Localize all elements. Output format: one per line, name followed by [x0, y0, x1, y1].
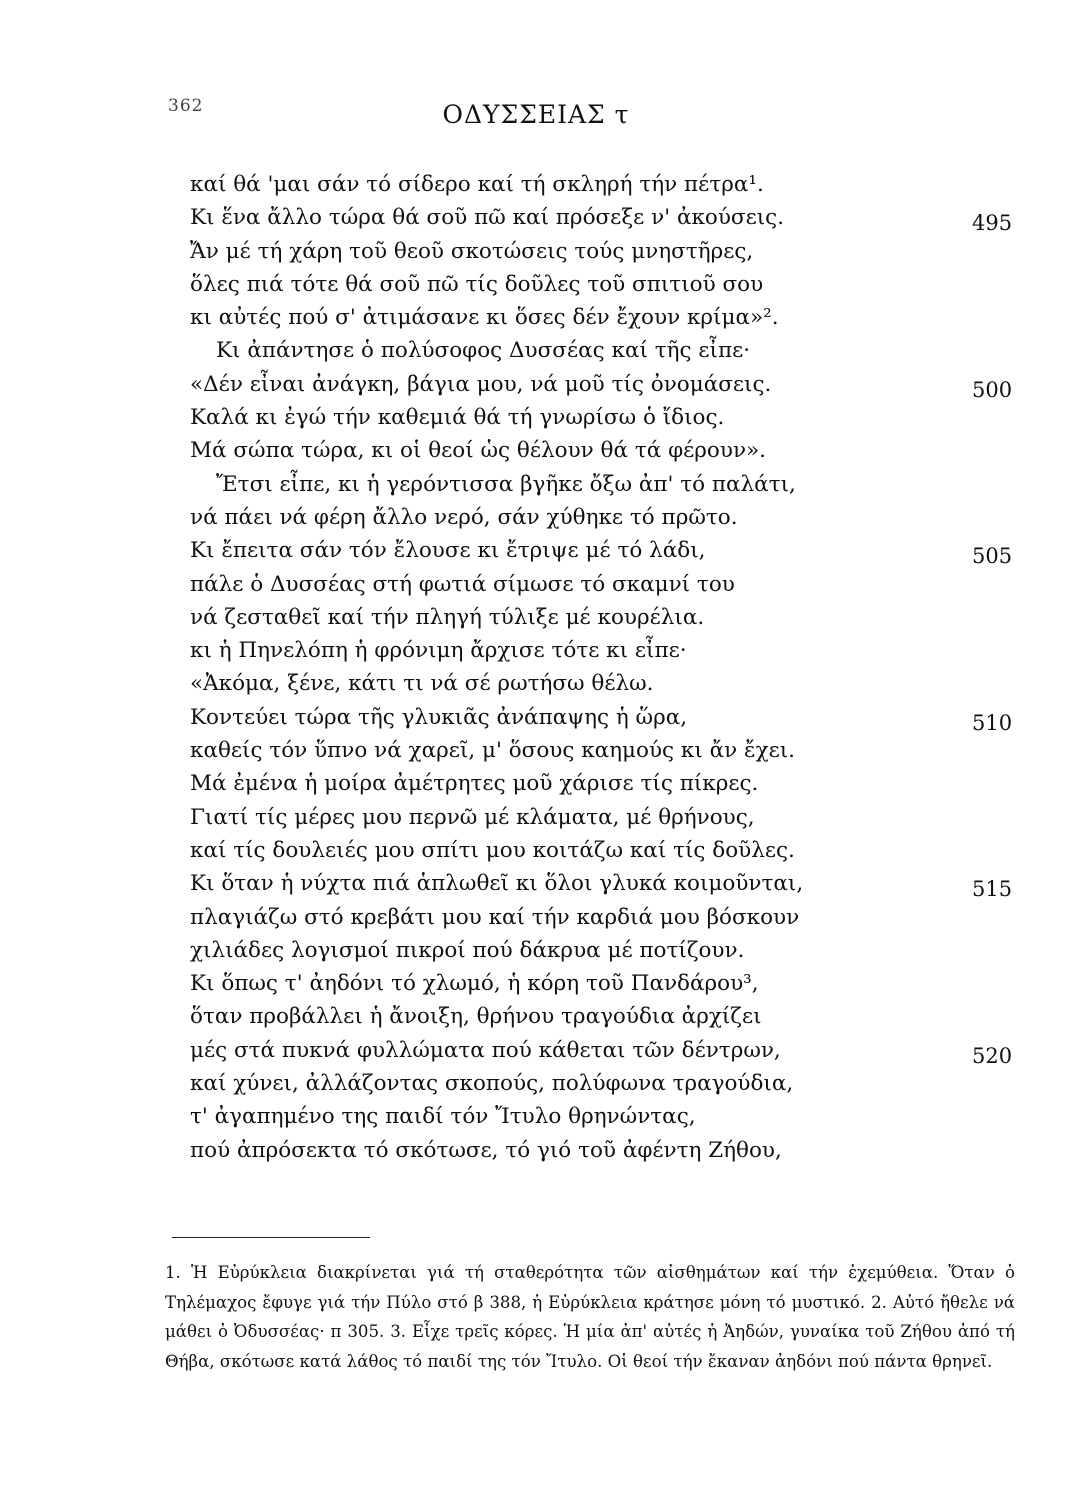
verse-line — [190, 334, 920, 367]
verse-line — [190, 1034, 1013, 1068]
verse-line — [190, 701, 1013, 735]
verse-text: πάλε ὁ Δυσσέας στή φωτιά σίμωσε τό σκαμνί του — [190, 571, 735, 597]
verse-text: καθείς τόν ὕπνο νά χαρεῖ, μ' ὅσους καημούς κι ἄν ἔχει. — [190, 738, 796, 764]
verse-line — [190, 201, 1013, 236]
verse-line — [190, 1067, 920, 1100]
verse-line — [190, 401, 920, 434]
verse-line — [190, 468, 920, 501]
verse-text: πλαγιάζω στό κρεβάτι μου καί τήν καρδιά μου βόσκουν — [190, 904, 800, 930]
page-number: 362 — [168, 96, 204, 116]
line-number: 510 — [972, 710, 1013, 735]
verse-line — [190, 501, 920, 534]
verse-text: καί χύνει, ἀλλάζοντας σκοπούς, πολύφωνα τραγούδια, — [190, 1071, 794, 1097]
verse-text: κι αὐτές πού σ' ἀτιμάσανε κι ὅσες δέν ἔχουν κρίμα»². — [190, 305, 779, 331]
verse-text: Κι ἀπάντησε ὁ πολύσοφος Δυσσέας καί τῆς εἶπε· — [216, 338, 751, 364]
verse-line — [190, 834, 920, 867]
verse-line — [190, 301, 920, 334]
verse-text: Κι ὅπως τ' ἀηδόνι τό χλωμό, ἡ κόρη τοῦ Πανδάρου³, — [190, 971, 759, 997]
verse-line — [190, 1000, 920, 1033]
verse-text: μές στά πυκνά φυλλώματα πού κάθεται τῶν δέντρων, — [190, 1037, 781, 1063]
verse-line — [190, 734, 920, 767]
verse-text: χιλιάδες λογισμοί πικροί πού δάκρυα μέ ποτίζουν. — [190, 937, 745, 963]
footnote-rule — [172, 1237, 370, 1238]
verse-line — [190, 1100, 920, 1133]
line-number: 505 — [972, 544, 1013, 569]
verse-text: τ' ἀγαπημένο της παιδί τόν Ἴτυλο θρηνώντας, — [190, 1104, 696, 1130]
verse-text: Καλά κι ἐγώ τήν καθεμιά θά τή γνωρίσω ὁ ἴδιος. — [190, 405, 725, 431]
verse-line — [190, 568, 920, 601]
verse-text: πού ἀπρόσεκτα τό σκότωσε, τό γιό τοῦ ἀφέντη Ζήθου, — [190, 1137, 782, 1163]
verse-text: Κι ἔπειτα σάν τόν ἔλουσε κι ἔτριψε μέ τό λάδι, — [190, 538, 706, 564]
line-number: 520 — [972, 1043, 1013, 1068]
verse-line — [190, 168, 920, 201]
verse-text: Μά σώπα τώρα, κι οἱ θεοί ὡς θέλουν θά τά φέρουν». — [190, 438, 766, 464]
running-title: ΟΔΥΣΣΕΙΑΣ τ — [442, 100, 630, 129]
line-number: 515 — [972, 877, 1013, 902]
verse-line — [190, 1134, 920, 1167]
footnotes-text: 1. Ἡ Εὐρύκλεια διακρίνεται γιά τή σταθερότητα τῶν αἰσθημάτων καί τήν ἐχεμύθεια. Ὅταν ὁ Τηλέμαχος ἔφυγε γιά τήν Πύλο στό β 388, ἡ Εὐρύκλεια κράτησε μόνη τό μυστικό. 2. Αὐτό ἤθελε νά μάθει ὁ Ὀδυσσέας· π 305. 3. Εἶχε τρεῖς κόρες. Ἡ μία ἀπ' αὐτές ἡ Ἀηδών, γυναίκα τοῦ Ζήθου ἀπό τή Θήβα, σκότωσε κατά λάθος τό παιδί της τόν Ἴτυλο. Οἱ θεοί τήν ἔκαναν ἀηδόνι πού πάντα θρηνεῖ. — [165, 1263, 1015, 1371]
verse-line — [190, 434, 920, 467]
verse-line — [190, 235, 920, 268]
footnotes — [165, 1258, 1015, 1376]
line-number: 500 — [972, 377, 1013, 402]
verse-line — [190, 601, 920, 634]
verse-line — [190, 867, 1013, 902]
verse-text: Κι ἕνα ἄλλο τώρα θά σοῦ πῶ καί πρόσεξε ν' ἀκούσεις. — [190, 205, 785, 231]
verse-line — [190, 268, 920, 301]
verse-text: ὅλες πιά τότε θά σοῦ πῶ τίς δοῦλες τοῦ σπιτιοῦ σου — [190, 271, 764, 297]
verse-line — [190, 767, 920, 800]
verse-text: Μά ἐμένα ἡ μοίρα ἀμέτρητες μοῦ χάρισε τίς πίκρες. — [190, 771, 759, 797]
verse-line — [190, 368, 1013, 402]
verse-text: νά ζεσταθεῖ καί τήν πληγή τύλιξε μέ κουρέλια. — [190, 604, 705, 630]
verse-block — [190, 168, 1013, 1167]
verse-text: «Δέν εἶναι ἀνάγκη, βάγια μου, νά μοῦ τίς ὀνομάσεις. — [190, 371, 772, 397]
verse-line — [190, 967, 920, 1000]
verse-text: καί τίς δουλειές μου σπίτι μου κοιτάζω καί τίς δοῦλες. — [190, 837, 795, 863]
verse-line — [190, 934, 920, 967]
verse-text: Γιατί τίς μέρες μου περνῶ μέ κλάματα, μέ θρήνους, — [190, 804, 755, 830]
verse-text: Κι ὅταν ἡ νύχτα πιά ἁπλωθεῖ κι ὅλοι γλυκά κοιμοῦνται, — [190, 871, 804, 897]
verse-text: Κοντεύει τώρα τῆς γλυκιᾶς ἀνάπαψης ἡ ὥρα, — [190, 704, 688, 730]
verse-line — [190, 634, 920, 667]
verse-text: ὅταν προβάλλει ἡ ἄνοιξη, θρήνου τραγούδια ἀρχίζει — [190, 1004, 762, 1030]
verse-text: «Ἀκόμα, ξένε, κάτι τι νά σέ ρωτήσω θέλω. — [190, 671, 654, 697]
verse-line — [190, 667, 920, 700]
line-number: 495 — [972, 211, 1013, 236]
verse-line — [190, 801, 920, 834]
verse-text: καί θά 'μαι σάν τό σίδερο καί τή σκληρή τήν πέτρα¹. — [190, 172, 764, 197]
verse-text: κι ἡ Πηνελόπη ἡ φρόνιμη ἄρχισε τότε κι εἶπε· — [190, 638, 687, 664]
verse-text: Ἄν μέ τή χάρη τοῦ θεοῦ σκοτώσεις τούς μνηστῆρες, — [190, 238, 754, 264]
verse-line — [190, 534, 1013, 569]
verse-line — [190, 901, 920, 934]
verse-text: νά πάει νά φέρη ἄλλο νερό, σάν χύθηκε τό πρῶτο. — [190, 504, 738, 530]
verse-text: Ἔτσι εἶπε, κι ἡ γερόντισσα βγῆκε ὄξω ἀπ' τό παλάτι, — [216, 471, 796, 497]
